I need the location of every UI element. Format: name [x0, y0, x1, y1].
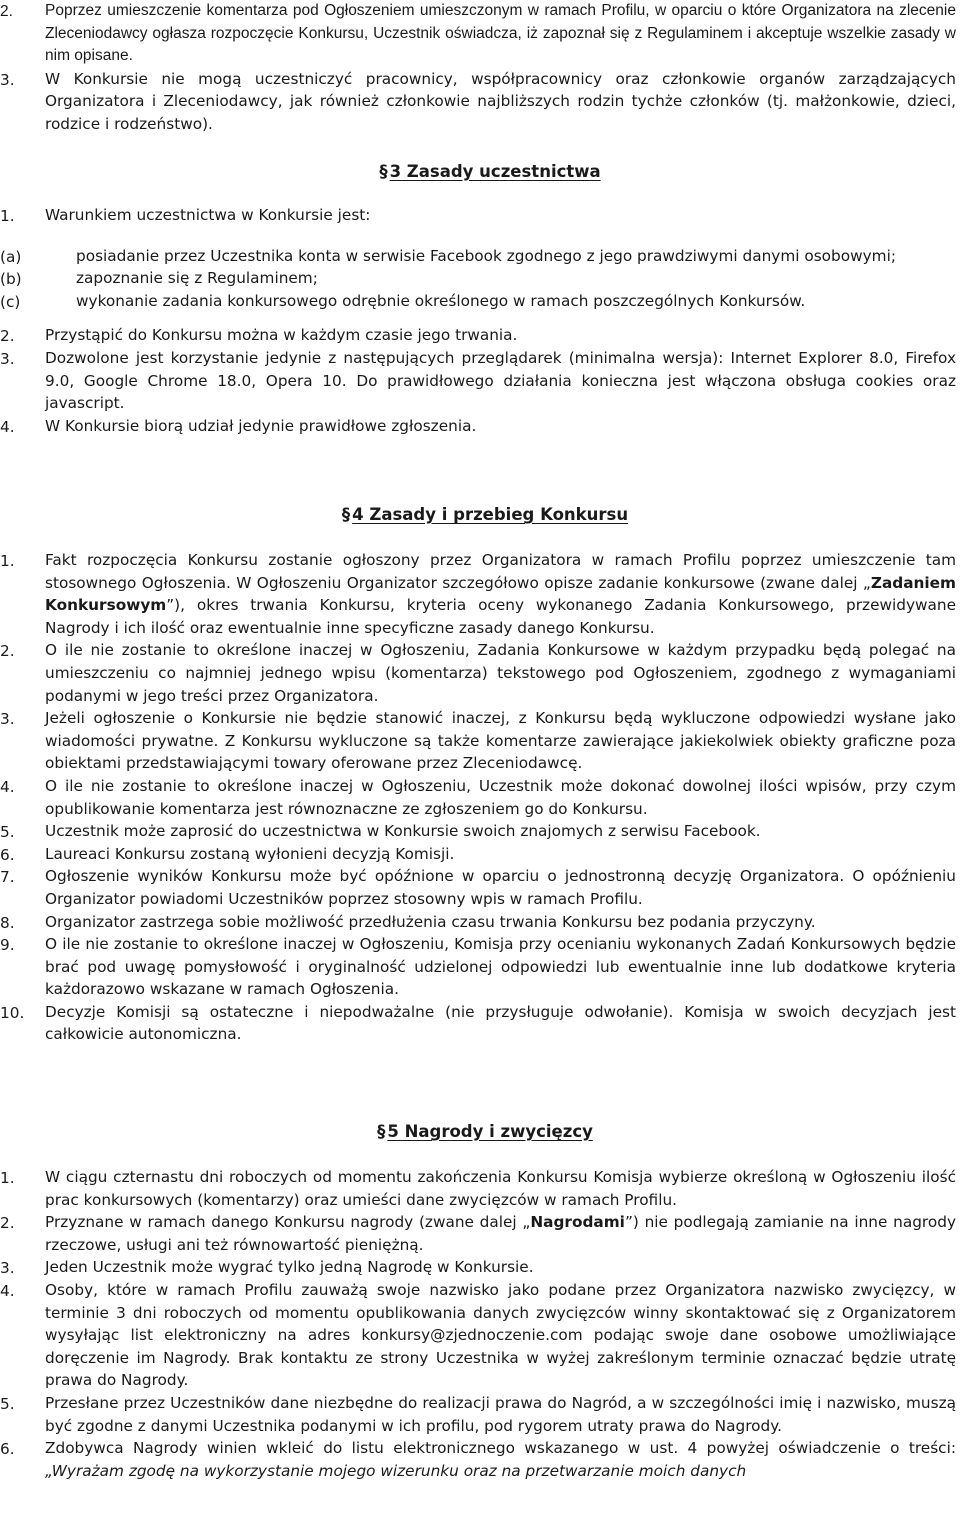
item-text: Uczestnik może zaprosić do uczestnictwa w Konkursie swoich znajomych z serwisu Facebook. — [45, 822, 761, 841]
list-item — [0, 1279, 960, 1392]
item-number: 9. — [0, 936, 15, 955]
subitem-text: posiadanie przez Uczestnika konta w serwisie Facebook zgodnego z jego prawdziwymi danymi osobowymi; — [76, 246, 896, 265]
item-number: 5. — [0, 823, 15, 842]
item-number: 10. — [0, 1003, 25, 1022]
item-text: Przyznane w ramach danego Konkursu nagrody (zwane dalej „ — [45, 1213, 531, 1232]
list-item — [0, 68, 960, 136]
item-number: 4. — [0, 417, 15, 436]
item-number: 5. — [0, 1394, 15, 1413]
section-title: 3 Zasady uczestnictwa — [389, 162, 601, 181]
item-text: Jeden Uczestnik może wygrać tylko jedną Nagrodę w Konkursie. — [45, 1258, 534, 1277]
subitem-label: (a) — [0, 247, 22, 266]
item-text: Jeżeli ogłoszenie o Konkursie nie będzie stanowić inaczej, z Konkursu będą wykluczone odpowiedzi wysłane jako wiadomości prywatne. Z Konkursu wykluczone są także komentarze zawierające jakiekolwiek obiekty graficzne poza obiektami przedstawiającymi towary oferowane przez Zleceniodawcę. — [45, 709, 956, 773]
list-item — [0, 0, 960, 68]
item-number: 1. — [0, 552, 15, 570]
item-number: 1. — [0, 1169, 15, 1187]
list-item — [0, 911, 960, 934]
defined-term: Zadaniem Konkursowym — [45, 573, 956, 615]
subitem-text: zapoznanie się z Regulaminem; — [76, 269, 318, 288]
section-marker: § — [379, 162, 388, 181]
list-item — [0, 933, 960, 1001]
list-item — [0, 775, 960, 820]
defined-term: Nagrodami — [530, 1213, 625, 1232]
item-text-continued: ”) nie podlegają zamianie na inne nagrody rzeczowe, usługi ani też równowartość pieniężną. — [45, 1213, 956, 1254]
item-number: 4. — [0, 1281, 15, 1300]
sublist-item — [0, 267, 960, 290]
item-text: Przesłane przez Uczestników dane niezbędne do realizacji prawa do Nagród, a w szczególności imię i nazwisko, muszą być zgodne z danymi Uczestnika podanymi w ich profilu, pod rygorem utraty prawa do Nagrody. — [45, 1393, 956, 1435]
section-heading — [0, 160, 960, 184]
list-item — [0, 820, 960, 843]
item-text: Laureaci Konkursu zostaną wyłonieni decyzją Komisji. — [45, 844, 455, 863]
item-number: 4. — [0, 777, 15, 796]
item-number: 8. — [0, 913, 15, 932]
list-item — [0, 1392, 960, 1437]
section-heading — [0, 1120, 960, 1144]
section-heading — [0, 503, 960, 527]
list-item — [0, 1256, 960, 1279]
quoted-declaration: „Wyrażam zgodę na wykorzystanie mojego wizerunku oraz na przetwarzanie moich danych — [45, 1461, 747, 1480]
item-text: Decyzje Komisji są ostateczne i niepodważalne (nie przysługuje odwołanie). Komisja w swoich decyzjach jest całkowicie autonomiczna. — [45, 1002, 956, 1044]
list-item — [0, 843, 960, 866]
item-number: 6. — [0, 845, 15, 864]
subitem-label: (b) — [0, 270, 22, 289]
list-item — [0, 415, 960, 438]
item-number: 3. — [0, 1259, 15, 1278]
list-item — [0, 347, 960, 415]
list-item — [0, 324, 960, 347]
section-title: 5 Nagrody i zwycięzcy — [387, 1122, 593, 1141]
subitem-label: (c) — [0, 292, 21, 311]
section-3 — [0, 160, 960, 437]
section-marker: § — [341, 505, 351, 524]
section-4 — [0, 503, 960, 1046]
list-item — [0, 1166, 960, 1211]
numbered-list — [0, 324, 960, 437]
section-marker: § — [377, 1122, 386, 1141]
numbered-list — [0, 549, 960, 1046]
item-number: 2. — [0, 642, 15, 661]
numbered-list — [0, 1166, 960, 1482]
item-text-continued: ”), okres trwania Konkursu, kryteria oceny wykonanego Zadania Konkursowego, przewidywane Nagrody i ich ilość oraz ewentualnie inne specyficzne zasady danego Konkursu. — [45, 596, 956, 637]
list-item — [0, 549, 960, 639]
list-item — [0, 1437, 960, 1482]
subitem-text: wykonanie zadania konkursowego odrębnie określonego w ramach poszczególnych Konkursów. — [76, 291, 806, 310]
item-text: W ciągu czternastu dni roboczych od momentu zakończenia Konkursu Komisja wybierze określoną w Ogłoszeniu ilość prac konkursowych (komentarzy) oraz umieści dane zwycięzców w ramach Profilu. — [45, 1168, 956, 1209]
list-item — [0, 1001, 960, 1046]
item-number: 2. — [0, 3, 13, 20]
item-text: O ile nie zostanie to określone inaczej w Ogłoszeniu, Zadania Konkursowe w każdym przypadku będą polegać na umieszczeniu co najmniej jednego wpisu (komentarza) tekstowego pod Ogłoszeniem, zgodnego z wymaganiami podanymi w jego treści przez Organizatora. — [45, 641, 956, 705]
item-text: O ile nie zostanie to określone inaczej w Ogłoszeniu, Uczestnik może dokonać dowolnej ilości wpisów, przy czym opublikowanie komentarza jest równoznaczne ze zgłoszeniem go do Konkursu. — [45, 776, 956, 818]
item-number: 3. — [0, 349, 15, 368]
item-number: 2. — [0, 327, 15, 346]
sublist-item — [0, 290, 960, 313]
item-text: Poprzez umieszczenie komentarza pod Ogłoszeniem umieszczonym w ramach Profilu, w oparciu o które Organizatora na zlecenie Zleceniodawcy ogłasza rozpoczęcie Konkursu, Uczestnik oświadcza, iż zapoznał się z Regulaminem i akceptuje wszelkie zasady w nim opisane. — [45, 2, 956, 65]
top-section — [0, 0, 960, 136]
list-item — [0, 1211, 960, 1256]
list-item — [0, 707, 960, 775]
item-text: Warunkiem uczestnictwa w Konkursie jest: — [45, 206, 371, 224]
item-text: O ile nie zostanie to określone inaczej w Ogłoszeniu, Komisja przy ocenianiu wykonanych Zadań Konkursowych będzie brać pod uwagę pomysłowość i oryginalność udzielonej odpowiedzi lub ewentualnie inne lub dodatkowe kryteria każdorazowo wskazane w ramach Ogłoszenia. — [45, 935, 956, 999]
item-number: 2. — [0, 1214, 15, 1233]
item-number: 3. — [0, 70, 15, 89]
section-title: 4 Zasady i przebieg Konkursu — [352, 505, 629, 524]
item-text: Fakt rozpoczęcia Konkursu zostanie ogłoszony przez Organizatora w ramach Profilu poprzez umieszczenie tam stosownego Ogłoszenia. W Ogłoszeniu Organizator szczegółowo opisze zadanie konkursowe (zwane dalej „ — [45, 551, 956, 592]
item-text: Dozwolone jest korzystanie jedynie z następujących przeglądarek (minimalna wersja): Internet Explorer 8.0, Firefox 9.0, Google Chrome 18.0, Opera 10. Do prawidłowego działania konieczna jest włączona obsługa cookies oraz javascript. — [45, 348, 956, 413]
list-item — [0, 204, 960, 227]
item-text: W Konkursie biorą udział jedynie prawidłowe zgłoszenia. — [45, 416, 477, 435]
list-item — [0, 865, 960, 910]
item-text: Przystąpić do Konkursu można w każdym czasie jego trwania. — [45, 326, 518, 345]
item-number: 1. — [0, 207, 15, 225]
item-text: Ogłoszenie wyników Konkursu może być opóźnione w oparciu o jednostronną decyzję Organizatora. O opóźnieniu Organizator powiadomi Uczestników poprzez stosowny wpis w ramach Profilu. — [45, 867, 956, 908]
item-text: Organizator zastrzega sobie możliwość przedłużenia czasu trwania Konkursu bez podania przyczyny. — [45, 912, 816, 931]
item-number: 3. — [0, 710, 15, 729]
item-number: 6. — [0, 1440, 15, 1459]
item-number: 7. — [0, 868, 15, 887]
section-5 — [0, 1120, 960, 1482]
item-text: Osoby, które w ramach Profilu zauważą swoje nazwisko jako podane przez Organizatora nazwisko zwycięzcy, w terminie 3 dni roboczych od momentu opublikowania danych zwycięzców winny skontaktować się z Organizatorem wysyłając list elektroniczny na adres konkursy@zjednoczenie.com podając swoje dane osobowe umożliwiające doręczenie im Nagrody. Brak kontaktu ze strony Uczestnika w wyżej zakreślonym terminie oznaczać będzie utratę prawa do Nagrody. — [45, 1280, 956, 1390]
list-item — [0, 639, 960, 707]
sublist-item — [0, 245, 960, 268]
item-text: Zdobywca Nagrody winien wkleić do listu elektronicznego wskazanego w ust. 4 powyżej oświadczenie o treści: — [45, 1439, 956, 1458]
sublist — [0, 245, 960, 313]
item-text: W Konkursie nie mogą uczestniczyć pracownicy, współpracownicy oraz członkowie organów zarządzających Organizatora i Zleceniodawcy, jak również członkowie najbliższych rodzin tychże członków (tj. małżonkowie, dzieci, rodzice i rodzeństwo). — [45, 69, 956, 133]
